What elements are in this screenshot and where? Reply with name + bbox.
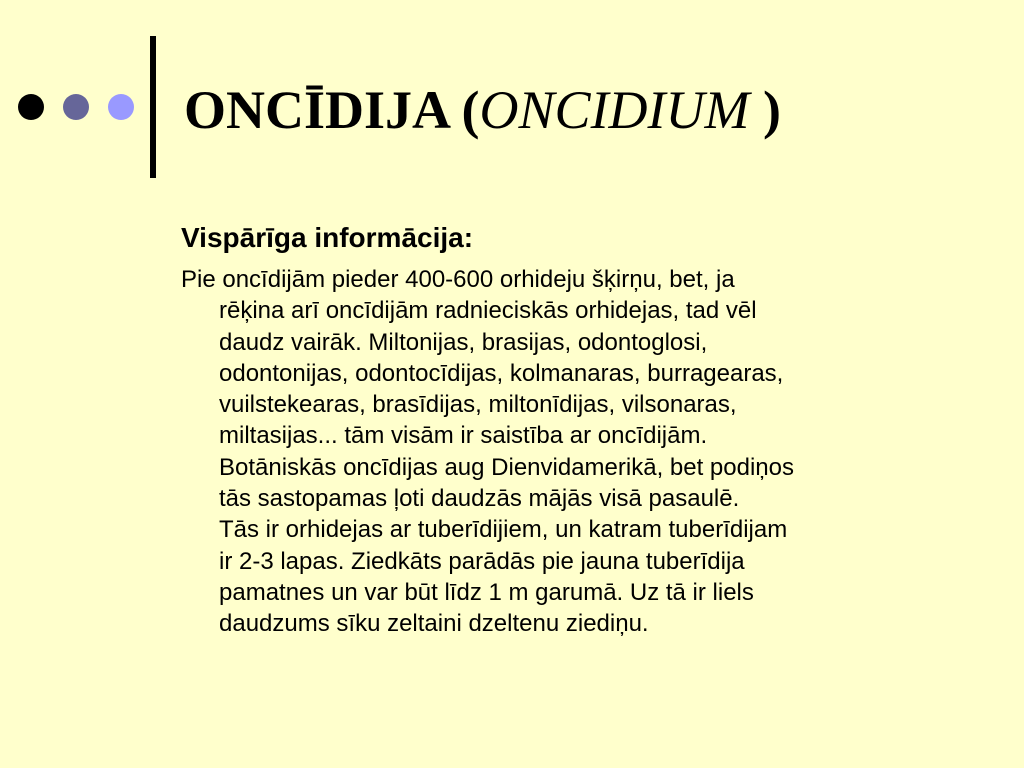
dot-3 bbox=[108, 94, 134, 120]
body-line: Pie oncīdijām pieder 400-600 orhideju šķirņu, bet, ja bbox=[181, 266, 735, 293]
title-latin-name: ONCIDIUM bbox=[479, 80, 750, 140]
body-line: ir 2-3 lapas. Ziedkāts parādās pie jauna tuberīdija bbox=[219, 547, 745, 575]
body-line: Botāniskās oncīdijas aug Dienvidamerikā, bet podiņos bbox=[219, 453, 795, 481]
title-main: ONCĪDIJA bbox=[184, 80, 449, 140]
dot-1 bbox=[18, 94, 44, 120]
body-line: daudzums sīku zeltaini dzeltenu ziediņu. bbox=[219, 610, 649, 638]
subheading: Vispārīga informācija: bbox=[181, 222, 474, 253]
title-paren-open: ( bbox=[448, 80, 480, 140]
slide-content bbox=[181, 220, 961, 640]
decorative-dots bbox=[18, 92, 153, 122]
body-line: Tās ir orhidejas ar tuberīdijiem, un katram tuberīdijam bbox=[219, 516, 788, 544]
body-line: odontonijas, odontocīdijas, kolmanaras, burragearas, bbox=[219, 359, 784, 387]
body-line: daudz vairāk. Miltonijas, brasijas, odontoglosi, bbox=[219, 328, 708, 356]
body-line: miltasijas... tām visām ir saistība ar oncīdijām. bbox=[219, 422, 708, 450]
body-paragraph bbox=[181, 264, 961, 640]
body-line: pamatnes un var būt līdz 1 m garumā. Uz tā ir liels bbox=[219, 578, 754, 606]
body-line: tās sastopamas ļoti daudzās mājās visā pasaulē. bbox=[219, 485, 740, 513]
slide-title bbox=[184, 78, 781, 142]
title-divider-line bbox=[150, 36, 156, 178]
body-line: rēķina arī oncīdijām radnieciskās orhidejas, tad vēl bbox=[219, 297, 757, 325]
body-line: vuilstekearas, brasīdijas, miltonīdijas, vilsonaras, bbox=[219, 391, 737, 419]
title-paren-close: ) bbox=[749, 80, 781, 140]
dot-2 bbox=[63, 94, 89, 120]
